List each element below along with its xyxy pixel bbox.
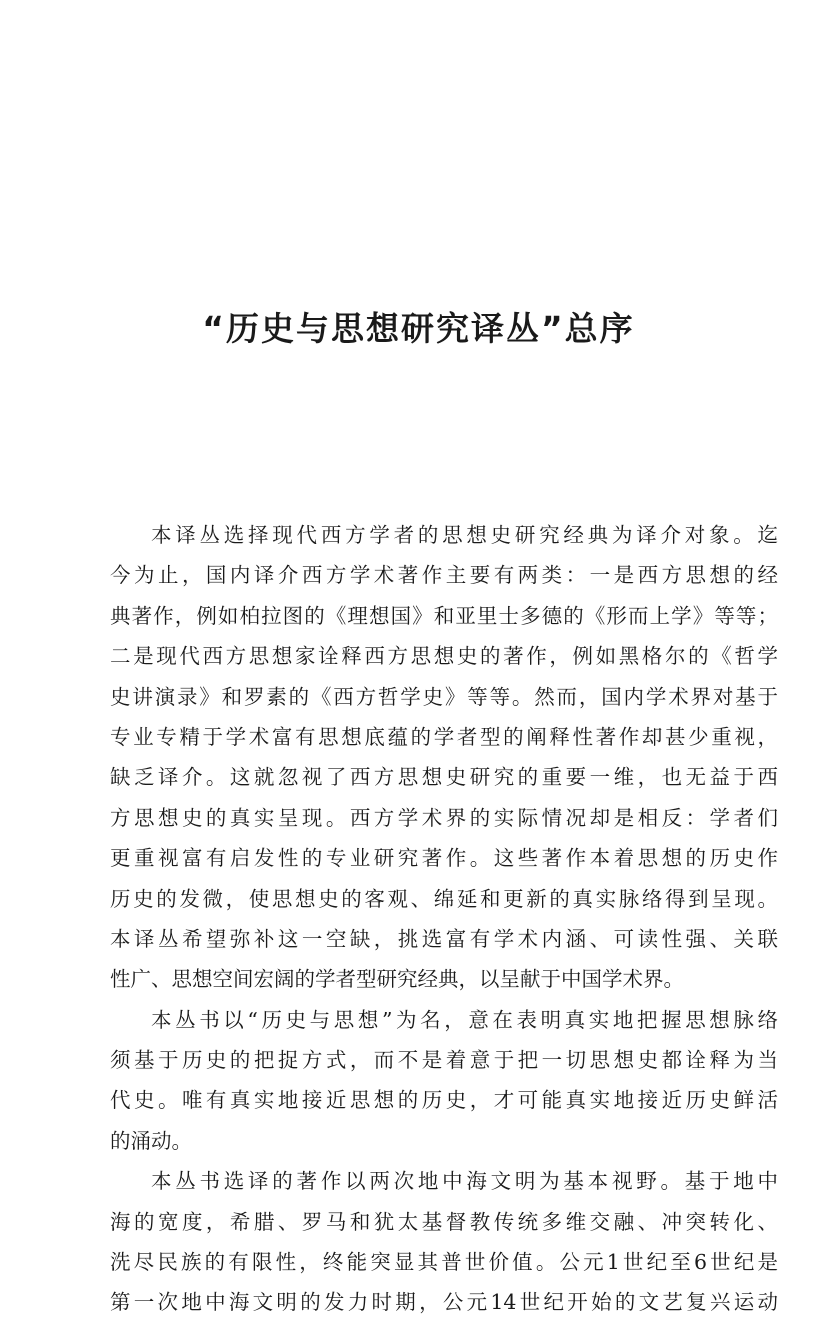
text-line: 历史的发微，使思想史的客观、绵延和更新的真实脉络得到呈现。	[110, 886, 778, 911]
text-line: 专业专精于学术富有思想底蕴的学者型的阐释性著作却甚少重视，	[110, 724, 778, 749]
paragraph	[110, 1000, 778, 1162]
text-line: 更重视富有启发性的专业研究著作。这些著作本着思想的历史作	[110, 846, 778, 871]
text-line: 须基于历史的把捉方式，而不是着意于把一切思想史都诠释为当	[110, 1048, 778, 1073]
text-line: 缺乏译介。这就忽视了西方思想史研究的重要一维，也无益于西	[110, 765, 778, 790]
text-line: 第一次地中海文明的发力时期，公元14世纪开始的文艺复兴运动	[110, 1290, 778, 1315]
preface-body	[110, 515, 778, 1323]
text-line: 本译丛选择现代西方学者的思想史研究经典为译介对象。迄	[151, 523, 778, 547]
page-title: “历史与思想研究译丛”总序	[202, 309, 635, 348]
text-line: 海的宽度，希腊、罗马和犹太基督教传统多维交融、冲突转化、	[110, 1209, 778, 1234]
text-line: 史讲演录》和罗素的《西方哲学史》等等。然而，国内学术界对基于	[110, 684, 778, 709]
text-line: 的涌动。	[110, 1128, 192, 1153]
text-line: 方思想史的真实呈现。西方学术界的实际情况却是相反：学者们	[110, 805, 778, 830]
text-line: 本丛书选译的著作以两次地中海文明为基本视野。基于地中	[151, 1169, 778, 1194]
text-line: 典著作，例如柏拉图的《理想国》和亚里士多德的《形而上学》等等；	[110, 603, 778, 628]
text-line: 洗尽民族的有限性，终能突显其普世价值。公元1世纪至6世纪是	[110, 1250, 778, 1275]
text-line: 性广、思想空间宏阔的学者型研究经典，以呈献于中国学术界。	[110, 967, 684, 992]
text-line: 今为止，国内译介西方学术著作主要有两类：一是西方思想的经	[110, 563, 778, 588]
paragraph	[110, 515, 778, 1000]
text-line: 本译丛希望弥补这一空缺，挑选富有学术内涵、可读性强、关联	[110, 926, 778, 951]
paragraph	[110, 1161, 778, 1323]
text-line: 代史。唯有真实地接近思想的历史，才可能真实地接近历史鲜活	[110, 1088, 778, 1113]
text-line: 本丛书以“历史与思想”为名，意在表明真实地把握思想脉络	[151, 1007, 778, 1032]
text-line: 二是现代西方思想家诠释西方思想史的著作，例如黑格尔的《哲学	[110, 644, 778, 669]
